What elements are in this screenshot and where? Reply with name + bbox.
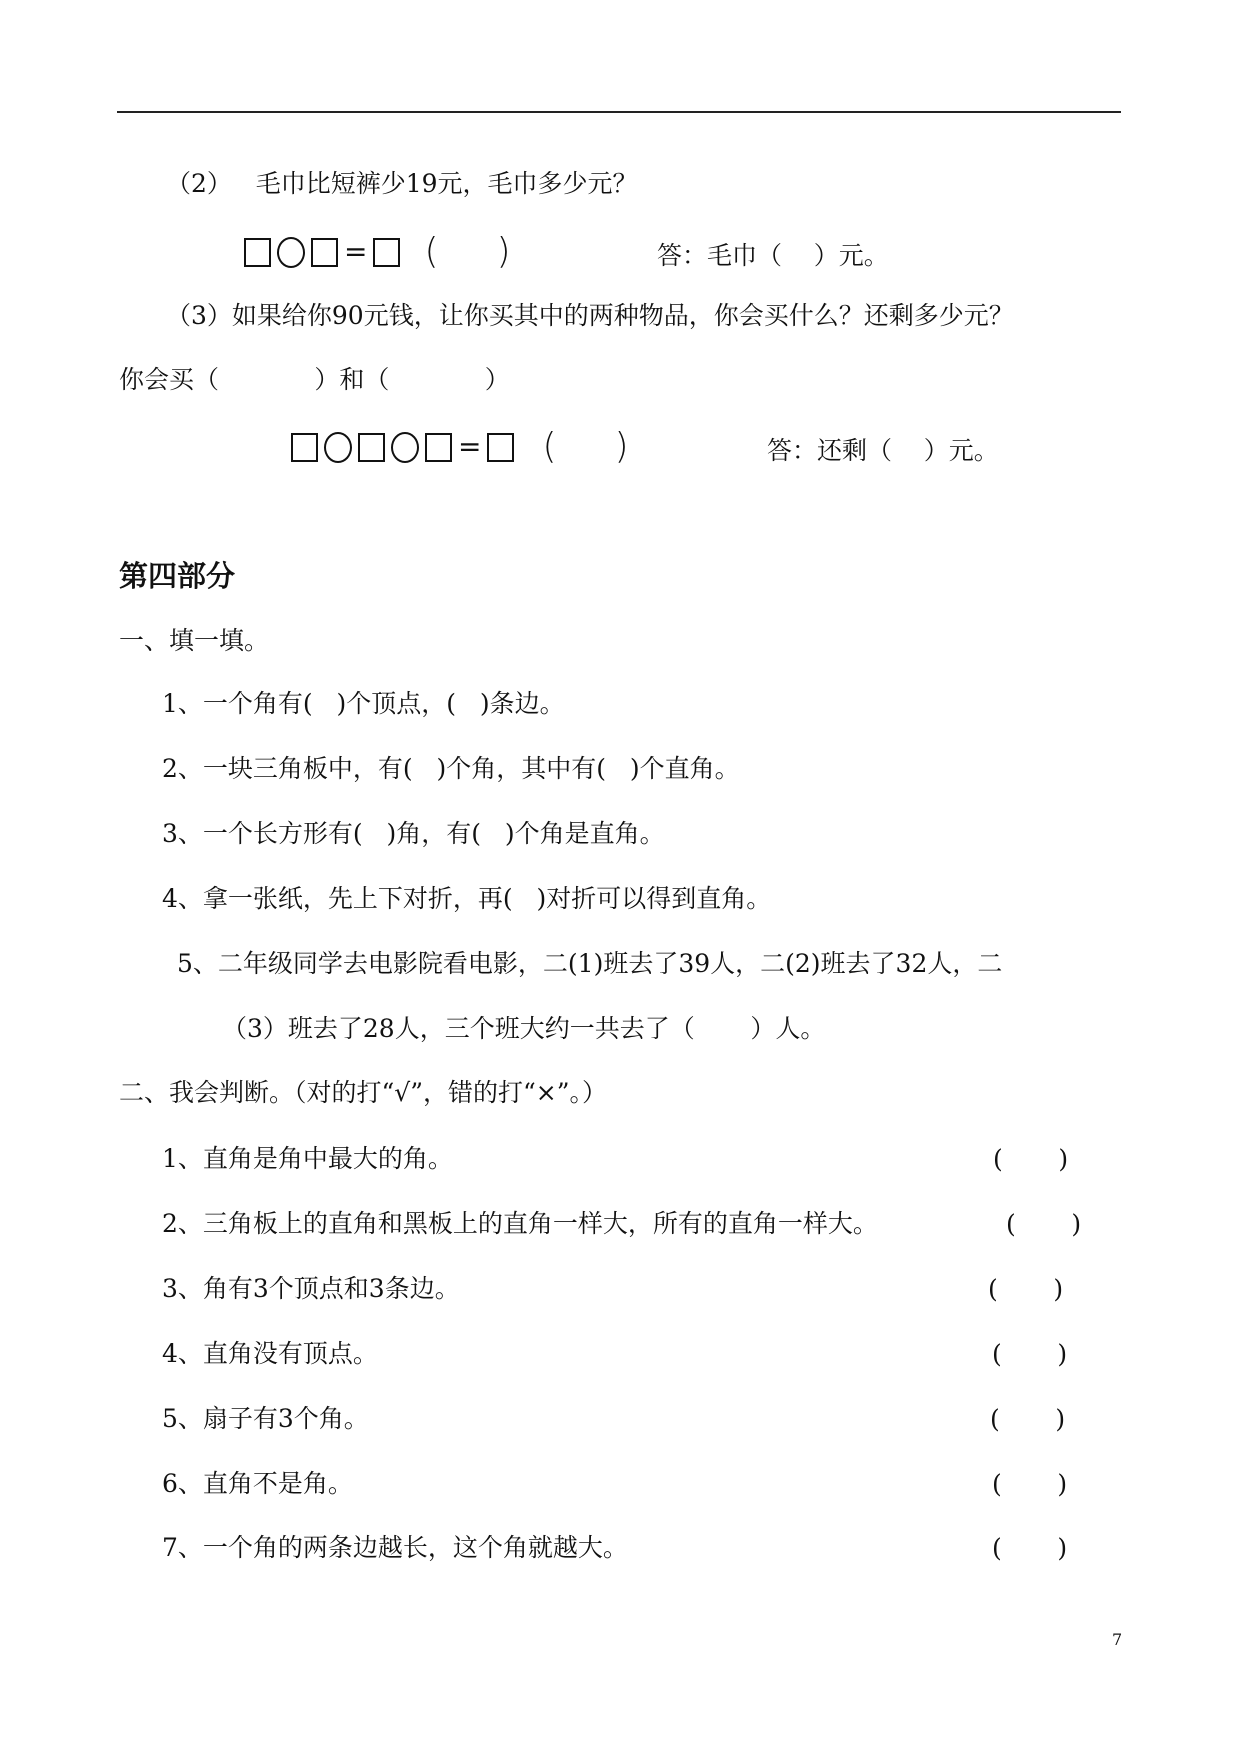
blank-box	[373, 238, 400, 267]
blank-box	[291, 433, 318, 462]
judge-answer-paren: ( )	[993, 1144, 1069, 1174]
judge-answer-paren: ( )	[990, 1404, 1066, 1434]
question-3-buy: 你会买（ ）和（ ）	[119, 365, 510, 394]
blank-box	[358, 433, 385, 462]
blank-box	[311, 238, 338, 267]
question-3: （3）如果给你90元钱，让你买其中的两种物品，你会买什么？还剩多少元？	[166, 301, 1014, 330]
section-title: 第四部分	[119, 559, 236, 593]
fill-item-continued: （3）班去了28人，三个班大约一共去了（ ）人。	[222, 1014, 826, 1043]
judge-item: 3、角有3个顶点和3条边。	[162, 1274, 460, 1303]
judge-answer-paren: ( )	[992, 1469, 1068, 1499]
judge-item: 7、一个角的两条边越长，这个角就越大。	[162, 1533, 628, 1562]
paren-open: (	[542, 426, 557, 467]
answer-3: 答：还剩（ ）元。	[767, 436, 999, 465]
operator-circle	[324, 432, 352, 463]
blank-box	[425, 433, 452, 462]
section-1-heading: 一、填一填。	[119, 626, 270, 655]
operator-circle	[391, 432, 419, 463]
judge-item: 2、三角板上的直角和黑板上的直角一样大，所有的直角一样大。	[162, 1209, 878, 1238]
judge-item: 6、直角不是角。	[162, 1469, 353, 1498]
equals-sign: =	[344, 235, 368, 268]
page-number: 7	[1112, 1630, 1123, 1649]
section-2-heading: 二、我会判断。（对的打“√”，错的打“×”。）	[119, 1078, 608, 1107]
judge-item: 4、直角没有顶点。	[162, 1339, 378, 1368]
fill-item: 3、一个长方形有( )角，有( )个角是直角。	[162, 819, 665, 848]
judge-item: 5、扇子有3个角。	[162, 1404, 369, 1433]
judge-answer-paren: ( )	[1006, 1209, 1082, 1239]
paren-close: )	[614, 426, 629, 467]
equation-2	[244, 231, 511, 272]
fill-item: 2、一块三角板中，有( )个角，其中有( )个直角。	[162, 754, 740, 783]
equation-3	[291, 426, 629, 467]
paren-open: (	[424, 231, 439, 272]
question-2: （2） 毛巾比短裤少19元，毛巾多少元？	[166, 169, 638, 198]
answer-2: 答：毛巾（ ）元。	[657, 241, 889, 270]
judge-item: 1、直角是角中最大的角。	[162, 1144, 453, 1173]
judge-answer-paren: ( )	[988, 1274, 1064, 1304]
header-rule	[117, 111, 1121, 113]
equals-sign: =	[458, 430, 482, 463]
operator-circle	[277, 237, 305, 268]
fill-item: 1、一个角有( )个顶点，( )条边。	[162, 689, 565, 718]
judge-answer-paren: ( )	[992, 1533, 1068, 1563]
blank-box	[487, 433, 514, 462]
paren-close: )	[496, 231, 511, 272]
blank-box	[244, 238, 271, 267]
judge-answer-paren: ( )	[992, 1339, 1068, 1369]
fill-item: 5、二年级同学去电影院看电影，二(1)班去了39人，二(2)班去了32人，二	[177, 949, 1003, 978]
fill-item: 4、拿一张纸，先上下对折，再( )对折可以得到直角。	[162, 884, 772, 913]
